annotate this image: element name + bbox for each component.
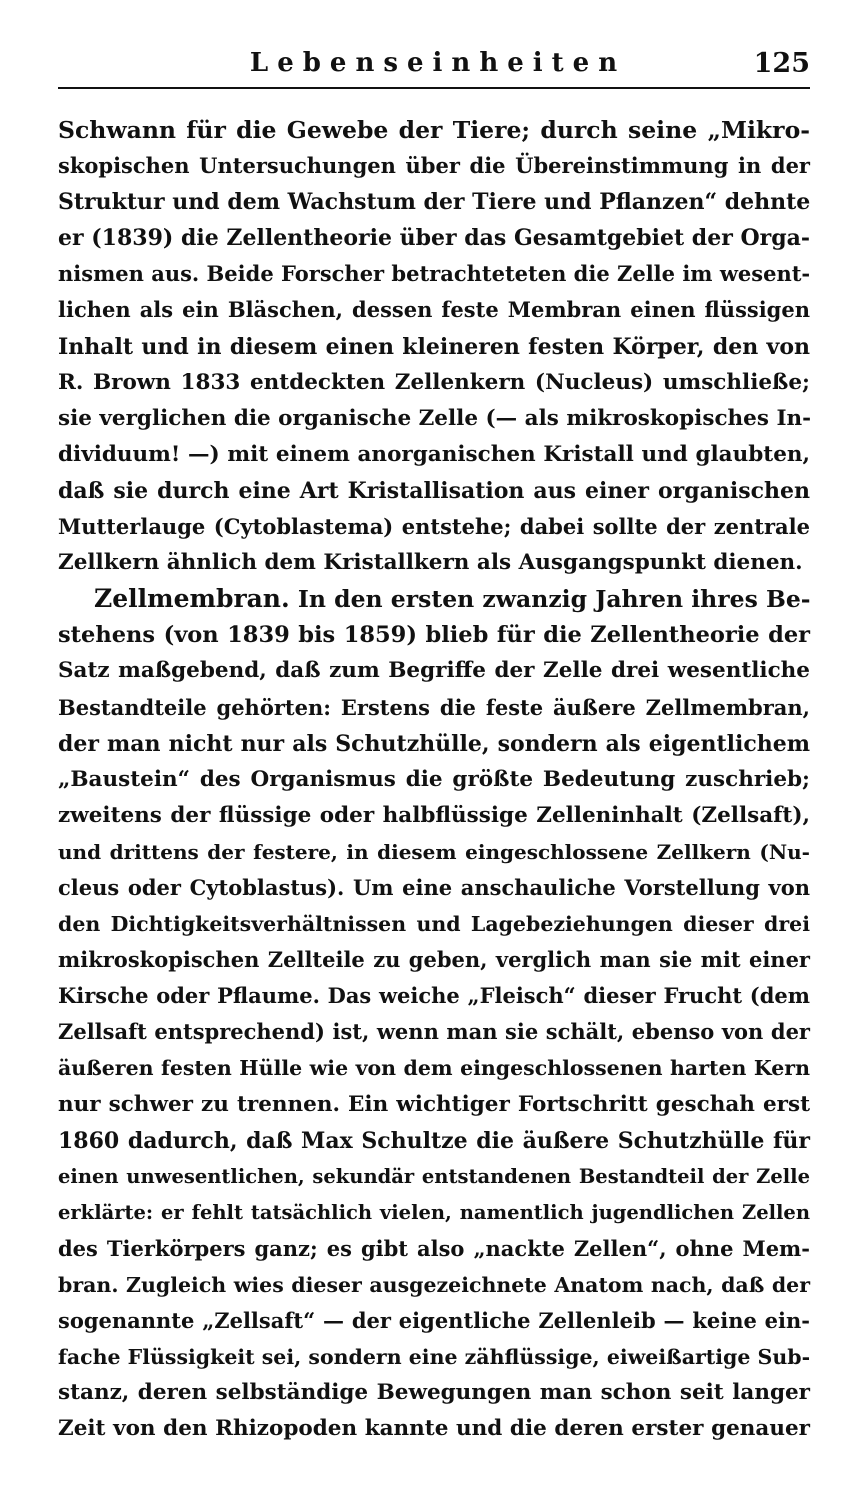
text-line: „Baustein“ des Organismus die größte Bedeutung zuschrieb;	[58, 766, 810, 792]
first-line-text: In den ersten zwanzig Jahren ihres Be-	[297, 585, 811, 614]
text-line: nismen aus. Beide Forscher betrachteteten die Zelle im wesent-	[58, 261, 811, 287]
text-line: lichen als ein Bläschen, dessen feste Membran einen flüssigen	[58, 297, 810, 323]
text-line: Mutterlauge (Cytoblastema) entstehe; dabei sollte der zentrale	[58, 514, 810, 540]
text-line: Inhalt und in diesem einen kleineren festen Körper, den von	[58, 333, 810, 360]
text-line: nur schwer zu trennen. Ein wichtiger Fortschritt geschah erst	[58, 1091, 810, 1117]
header-rule	[58, 87, 810, 89]
text-line: stanz, deren selbständige Bewegungen man schon seit langer	[58, 1380, 810, 1406]
text-line: sie verglichen die organische Zelle (— als mikroskopisches In-	[58, 405, 812, 431]
text-line: des Tierkörpers ganz; es gibt also „nackte Zellen“, ohne Mem-	[58, 1235, 810, 1261]
text-line: und drittens der festere, in diesem eingeschlossene Zellkern (Nu-	[58, 839, 810, 864]
text-line: erklärte: er fehlt tatsächlich vielen, namentlich jugendlichen Zellen	[58, 1200, 810, 1224]
text-line: mikroskopischen Zellteile zu geben, verglich man sie mit einer	[58, 947, 810, 973]
text-line: 1860 dadurch, daß Max Schultze die äußere Schutzhülle für	[58, 1127, 810, 1154]
text-line: stehens (von 1839 bis 1859) blieb für die Zellentheorie der	[58, 622, 810, 649]
text-line: Schwann für die Gewebe der Tiere; durch seine „Mikro-	[58, 116, 810, 144]
paragraph-first-line	[58, 581, 810, 617]
text-line: sogenannte „Zellsaft“ — der eigentliche Zellenleib — keine ein-	[58, 1308, 810, 1334]
text-line: daß sie durch eine Art Kristallisation aus einer organischen	[58, 477, 810, 504]
text-line: Kirsche oder Pflaume. Das weiche „Fleisch“ dieser Frucht (dem	[58, 983, 810, 1009]
text-line: äußeren festen Hülle wie von dem eingeschlossenen harten Kern	[58, 1056, 810, 1081]
text-line: er (1839) die Zellentheorie über das Gesamtgebiet der Orga-	[58, 225, 810, 252]
text-line: Satz maßgebend, daß zum Begriffe der Zelle drei wesentliche	[58, 658, 810, 684]
text-line: der man nicht nur als Schutzhülle, sondern als eigentlichem	[58, 730, 810, 757]
text-line: Zellsaft entsprechend) ist, wenn man sie schält, ebenso von der	[58, 1019, 810, 1045]
text-line: cleus oder Cytoblastus). Um eine anschauliche Vorstellung von	[58, 874, 810, 900]
text-line: bran. Zugleich wies dieser ausgezeichnete Anatom nach, daß der	[58, 1273, 810, 1297]
running-head-title: Lebenseinheiten	[249, 48, 627, 78]
page-number: 125	[753, 48, 810, 79]
running-head	[60, 48, 816, 88]
body-text	[58, 112, 810, 1447]
text-line: den Dichtigkeitsverhältnissen und Lagebeziehungen dieser drei	[58, 912, 810, 937]
text-line: Bestandteile gehörten: Erstens die feste äußere Zellmembran,	[58, 694, 810, 720]
text-line: Zellkern ähnlich dem Kristallkern als Ausgangspunkt dienen.	[58, 550, 803, 576]
section-heading: Zellmembran.	[94, 584, 290, 614]
text-line: fache Flüssigkeit sei, sondern eine zähflüssige, eiweißartige Sub-	[58, 1345, 811, 1370]
text-line: skopischen Untersuchungen über die Übereinstimmung in der	[58, 153, 810, 179]
text-line: R. Brown 1833 entdeckten Zellenkern (Nucleus) umschließe;	[58, 369, 810, 395]
text-line: Struktur und dem Wachstum der Tiere und Pflanzen“ dehnte	[58, 189, 811, 216]
text-line: Zeit von den Rhizopoden kannte und die deren erster genauer	[58, 1416, 810, 1442]
text-line: einen unwesentlichen, sekundär entstandenen Bestandteil der Zelle	[58, 1164, 810, 1188]
text-line: zweitens der flüssige oder halbflüssige Zelleninhalt (Zellsaft),	[58, 802, 810, 828]
text-line: dividuum! —) mit einem anorganischen Kristall und glaubten,	[58, 441, 810, 467]
